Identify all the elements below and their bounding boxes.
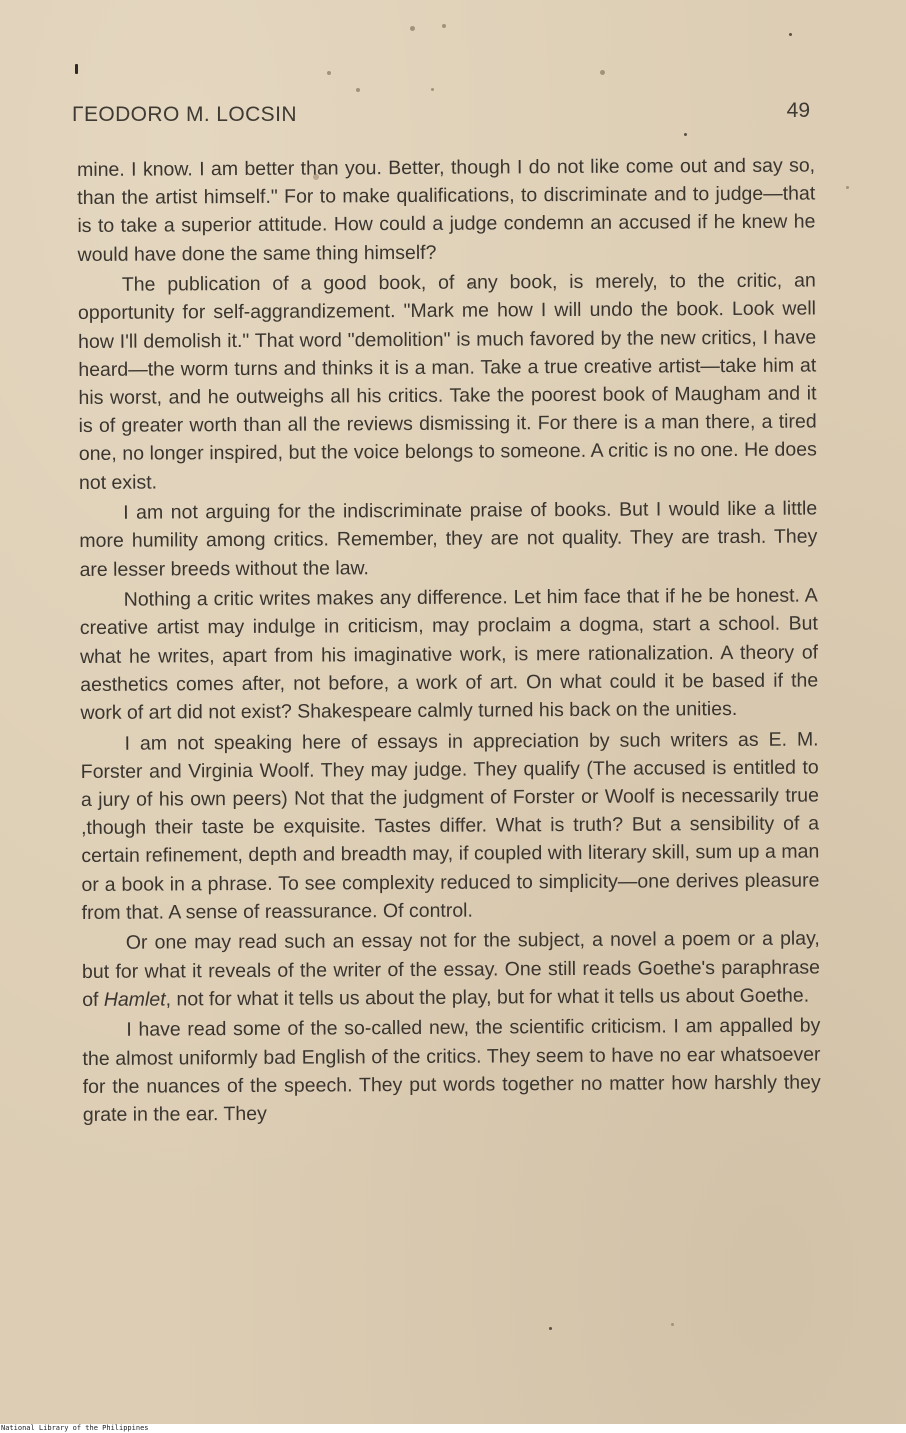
paragraph — [82, 1012, 821, 1129]
paragraph — [81, 725, 820, 927]
text-run: The publication of a good book, of any book, is merely, to the critic, an opportunity for self-aggrandizement. "Mark me how I will undo the book. Look well how I'll demolish it." That word "demolition" is much favored by the new critics, I have heard—the worm turns and thinks it is a man. Take a true creative artist—take him at his worst, and he outweighs all his critics. Take the poorest book of Maugham and it is of greater worth than all the reviews dismissing it. For there is a man there, a tired one, no longer inspired, but the voice belongs to someone. A critic is no one. He does not exist. — [77, 269, 817, 494]
scan-credit: National Library of the Philippines — [1, 1424, 149, 1432]
paper-speck — [442, 24, 446, 28]
paragraph — [79, 495, 818, 584]
paper-speck — [684, 133, 687, 136]
paper-speck — [671, 1323, 674, 1326]
paper-speck — [789, 33, 792, 36]
paper-speck — [410, 26, 415, 31]
text-run: , not for what it tells us about the play, but for what it tells us about Goethe. — [165, 984, 810, 1011]
text-run: I have read some of the so-called new, the scientific criticism. I am appalled by the almost uniformly bad English of the critics. They seem to have no ear whatsoever for the nuances of the speech. They put words together no matter how harshly they grate in the ear. They — [82, 1014, 821, 1127]
paper-speck — [549, 1327, 552, 1330]
page-header — [72, 99, 816, 133]
paper-speck — [75, 64, 78, 74]
paper-speck — [600, 70, 605, 75]
text-run: I am not speaking here of essays in appreciation by such writers as E. M. Forster and Virginia Woolf. They may judge. They qualify (The accused is entitled to a jury of his own peers) Not that the judgment of Forster or Woolf is necessarily true ,though their taste be exquisite. Tastes differ. What is truth? But a sensibility of a certain refinement, depth and breadth may, if coupled with literary skill, sum up a man or a book in a phrase. To see complexity reduced to simplicity—one derives pleasure from that. A sense of reassurance. Of control. — [80, 728, 820, 924]
text-run: Or one may read such an essay not for the subject, a novel a poem or a play, but for what it reveals of the writer of the essay. One still reads Goethe's paraphrase of — [81, 927, 821, 1011]
paragraph — [77, 151, 816, 268]
paragraph — [80, 582, 819, 728]
page-footer — [0, 1424, 906, 1433]
text-run: I am not arguing for the indiscriminate praise of books. But I would like a little more humility among critics. Remember, they are not quality. They are trash. They are lesser breeds without the law. — [79, 497, 818, 581]
body-text — [77, 151, 821, 1131]
text-run: Nothing a critic writes makes any difference. Let him face that if he be honest. A creative artist may indulge in criticism, may proclaim a dogma, start a school. But what he writes, apart from his imaginative work, is mere rationalization. A theory of aesthetics comes after, not before, a work of art. On what could it be based if the work of art did not exist? Shakespeare calmly turned his back on the unities. — [79, 584, 819, 725]
running-head: ΓEODORO M. LOCSIN — [72, 103, 297, 126]
paragraph — [78, 267, 817, 497]
page-number: 49 — [786, 99, 810, 122]
paragraph — [82, 925, 821, 1014]
paper-speck — [356, 88, 360, 92]
text-run: mine. I know. I am better than you. Better, though I do not like come out and say so, than the artist himself." For to make qualifications, to discriminate and to judge—that is to take a superior attitude. How could a judge condemn an accused if he knew he would have done the same thing himself? — [77, 154, 816, 266]
paper-speck — [846, 186, 849, 189]
paper-speck — [327, 71, 331, 75]
italic-title: Hamlet — [103, 988, 166, 1011]
paper-speck — [431, 88, 434, 91]
